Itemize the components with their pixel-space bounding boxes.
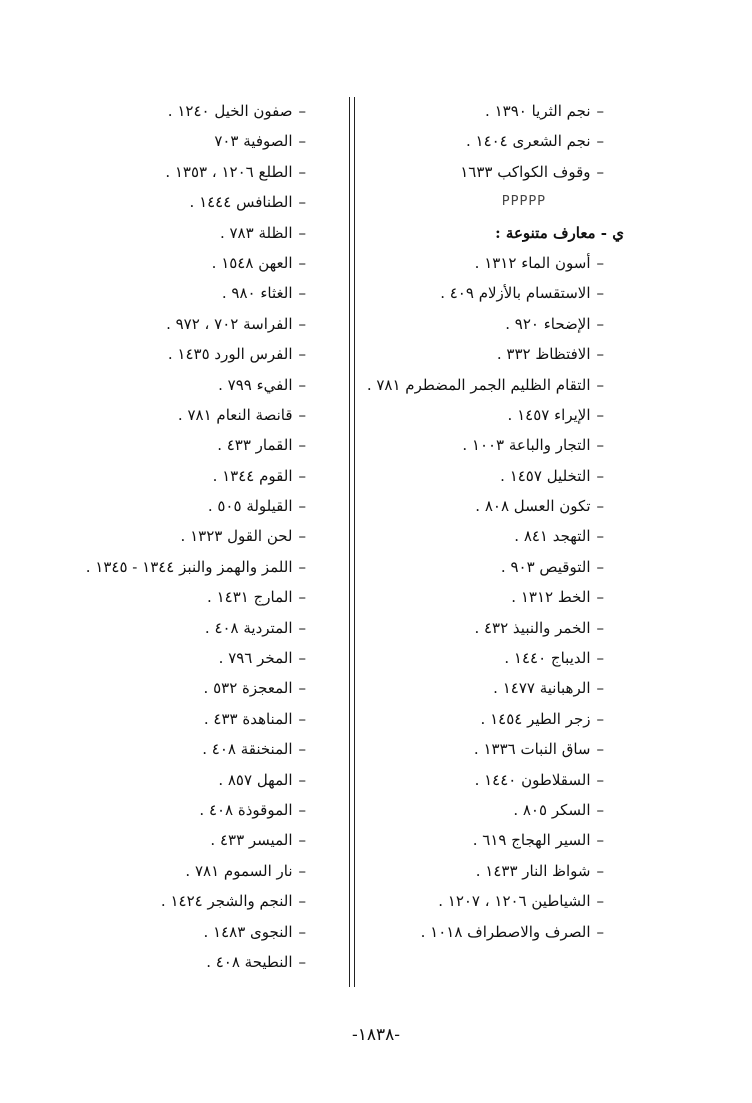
entry-dash: – xyxy=(298,436,306,455)
entry-dash: – xyxy=(596,527,604,546)
entry-text: الشياطين ١٢٠٦ ، ١٢٠٧ . xyxy=(438,892,591,911)
entry-dash: – xyxy=(298,162,306,181)
entry-dash: – xyxy=(298,345,306,364)
entry-dash: – xyxy=(298,649,306,668)
entry-dash: – xyxy=(596,162,604,181)
entry-dash: – xyxy=(298,831,306,850)
entry-dash: – xyxy=(596,861,604,880)
entry-dash: – xyxy=(596,375,604,394)
entry-dash: – xyxy=(298,952,306,971)
entry-text: تكون العسل ٨٠٨ . xyxy=(475,497,591,516)
entry-text: الاستقسام بالأزلام ٤٠٩ . xyxy=(440,284,591,303)
entry-dash: – xyxy=(298,557,306,576)
entry-dash: – xyxy=(596,770,604,789)
index-entry xyxy=(0,673,306,703)
entry-dash: – xyxy=(298,132,306,151)
index-entry xyxy=(0,218,306,248)
index-entry: –نجم الشعرى ١٤٠٤ . xyxy=(244,126,604,156)
entry-dash: – xyxy=(298,375,306,394)
entry-dash: – xyxy=(596,800,604,819)
index-entry xyxy=(0,856,306,886)
entry-dash: – xyxy=(596,557,604,576)
entry-text: المهل ٨٥٧ . xyxy=(218,770,293,789)
index-entry xyxy=(0,430,306,460)
entry-text: الافتظاظ ٣٣٢ . xyxy=(496,345,591,364)
entry-text: الديباج ١٤٤٠ . xyxy=(504,649,591,668)
index-entry xyxy=(0,613,306,643)
entry-text: المنخنقة ٤٠٨ . xyxy=(202,740,293,759)
entry-dash: – xyxy=(596,466,604,485)
entry-text: النجوى ١٤٨٣ . xyxy=(203,922,293,941)
entry-text: التخليل ١٤٥٧ . xyxy=(500,466,591,485)
index-entry xyxy=(0,339,306,369)
index-entry xyxy=(0,126,306,156)
entry-dash: – xyxy=(298,922,306,941)
entry-text: المارج ١٤٣١ . xyxy=(207,588,293,607)
entry-dash: – xyxy=(596,253,604,272)
index-entry xyxy=(0,400,306,430)
index-entry xyxy=(0,491,306,521)
entry-dash: – xyxy=(596,740,604,759)
entry-text: الموقوذة ٤٠٨ . xyxy=(199,800,293,819)
entry-dash: – xyxy=(596,588,604,607)
index-entry: –وقوف الكواكب ١٦٣٣ xyxy=(244,157,604,187)
entry-text: التقام الظليم الجمر المضطرم ٧٨١ . xyxy=(366,375,591,394)
entry-dash: – xyxy=(298,892,306,911)
entry-dash: – xyxy=(596,132,604,151)
entry-text: ساق النبات ١٣٣٦ . xyxy=(473,740,591,759)
entry-text: الطلع ١٢٠٦ ، ١٣٥٣ . xyxy=(165,162,293,181)
entry-text: القيلولة ٥٠٥ . xyxy=(207,497,293,516)
entry-text: النجم والشجر ١٤٢٤ . xyxy=(160,892,293,911)
index-entry xyxy=(0,96,306,126)
section-ornament: PPPPP xyxy=(501,194,546,210)
index-entry xyxy=(0,917,306,947)
entry-text: الصوفية ٧٠٣ xyxy=(214,132,293,151)
entry-dash: – xyxy=(596,831,604,850)
entry-dash: – xyxy=(596,709,604,728)
entry-dash: – xyxy=(298,618,306,637)
index-entry xyxy=(0,187,306,217)
entry-text: الرهبانية ١٤٧٧ . xyxy=(493,679,591,698)
index-entry xyxy=(0,947,306,977)
entry-text: قانصة النعام ٧٨١ . xyxy=(177,405,293,424)
entry-dash: – xyxy=(298,102,306,120)
entry-dash: – xyxy=(298,588,306,607)
entry-dash: – xyxy=(596,922,604,941)
index-entry: –نجم الثريا ١٣٩٠ . xyxy=(244,96,604,126)
entry-text: الإضحاء ٩٢٠ . xyxy=(505,314,591,333)
entry-dash: – xyxy=(298,709,306,728)
entry-dash: – xyxy=(596,679,604,698)
entry-text: المتردية ٤٠٨ . xyxy=(204,618,293,637)
entry-dash: – xyxy=(298,527,306,546)
entry-text: التجار والباعة ١٠٠٣ . xyxy=(462,436,591,455)
entry-dash: – xyxy=(298,861,306,880)
entry-text: الخمر والنبيذ ٤٣٢ . xyxy=(474,618,591,637)
entry-dash: – xyxy=(596,405,604,424)
entry-text: أسون الماء ١٣١٢ . xyxy=(474,253,591,272)
column-divider xyxy=(349,97,355,987)
entry-text: الميسر ٤٣٣ . xyxy=(210,831,293,850)
entry-dash: – xyxy=(298,740,306,759)
entry-text: الفراسة ٧٠٢ ، ٩٧٢ . xyxy=(166,314,293,333)
section-heading: ي - معارف متنوعة : xyxy=(495,223,624,242)
index-entry xyxy=(0,521,306,551)
entry-text: الإيراء ١٤٥٧ . xyxy=(507,405,591,424)
entry-text: التهجد ٨٤١ . xyxy=(514,527,591,546)
entry-list xyxy=(0,96,306,977)
entry-dash: – xyxy=(298,314,306,333)
entry-text: نار السموم ٧٨١ . xyxy=(185,861,293,880)
page-number: -١٨٣٨- xyxy=(351,1025,401,1045)
index-entry xyxy=(0,248,306,278)
entry-dash: – xyxy=(596,649,604,668)
entry-dash: – xyxy=(298,466,306,485)
entry-text: المخر ٧٩٦ . xyxy=(218,649,293,668)
entry-dash: – xyxy=(596,284,604,303)
index-entry xyxy=(0,765,306,795)
entry-text: القمار ٤٣٣ . xyxy=(217,436,293,455)
index-entry xyxy=(0,886,306,916)
entry-text: الفرس الورد ١٤٣٥ . xyxy=(167,345,293,364)
entry-text: الفيء ٧٩٩ . xyxy=(218,375,293,394)
index-entry xyxy=(0,825,306,855)
index-entry xyxy=(0,582,306,612)
entry-text: المناهدة ٤٣٣ . xyxy=(203,709,293,728)
entry-dash: – xyxy=(298,253,306,272)
entry-text: التوقيص ٩٠٣ . xyxy=(500,557,591,576)
entry-dash: – xyxy=(596,618,604,637)
entry-dash: – xyxy=(298,800,306,819)
entry-text: صفون الخيل ١٢٤٠ . xyxy=(167,102,293,120)
entry-dash: – xyxy=(596,497,604,516)
entry-text: السكر ٨٠٥ . xyxy=(513,800,591,819)
index-entry xyxy=(0,461,306,491)
entry-dash: – xyxy=(298,679,306,698)
entry-dash: – xyxy=(298,497,306,516)
entry-text: العهن ١٥٤٨ . xyxy=(211,253,293,272)
index-entry xyxy=(0,309,306,339)
entry-dash: – xyxy=(596,436,604,455)
entry-text: زجر الطير ١٤٥٤ . xyxy=(480,709,591,728)
entry-text: الخط ١٣١٢ . xyxy=(511,588,591,607)
entry-dash: – xyxy=(596,314,604,333)
index-entry xyxy=(0,734,306,764)
index-entry xyxy=(0,643,306,673)
entry-dash: – xyxy=(298,223,306,242)
entry-text: شواظ النار ١٤٣٣ . xyxy=(475,861,591,880)
index-entry xyxy=(0,157,306,187)
entry-dash: – xyxy=(596,102,604,120)
index-entry xyxy=(0,552,306,582)
entry-text: المعجزة ٥٣٢ . xyxy=(203,679,293,698)
entry-text: الظلة ٧٨٣ . xyxy=(219,223,293,242)
left-column xyxy=(0,96,306,977)
entry-dash: – xyxy=(596,345,604,364)
entry-dash: – xyxy=(298,284,306,303)
index-entry xyxy=(0,795,306,825)
index-entry xyxy=(0,370,306,400)
entry-dash: – xyxy=(298,193,306,212)
entry-text: القوم ١٣٤٤ . xyxy=(212,466,293,485)
entry-dash: – xyxy=(596,892,604,911)
entry-text: الصرف والاصطراف ١٠١٨ . xyxy=(420,922,591,941)
index-entry xyxy=(0,278,306,308)
index-entry xyxy=(0,704,306,734)
entry-dash: – xyxy=(298,405,306,424)
entry-text: لحن القول ١٣٢٣ . xyxy=(180,527,293,546)
entry-text: الغثاء ٩٨٠ . xyxy=(221,284,293,303)
entry-dash: – xyxy=(298,770,306,789)
entry-text: اللمز والهمز والنبز ١٣٤٤ - ١٣٤٥ . xyxy=(85,557,293,576)
entry-text: السير الهجاج ٦١٩ . xyxy=(472,831,591,850)
entry-text: النطيحة ٤٠٨ . xyxy=(206,952,293,971)
entry-text: السقلاطون ١٤٤٠ . xyxy=(474,770,591,789)
entry-text: الطنافس ١٤٤٤ . xyxy=(189,193,293,212)
